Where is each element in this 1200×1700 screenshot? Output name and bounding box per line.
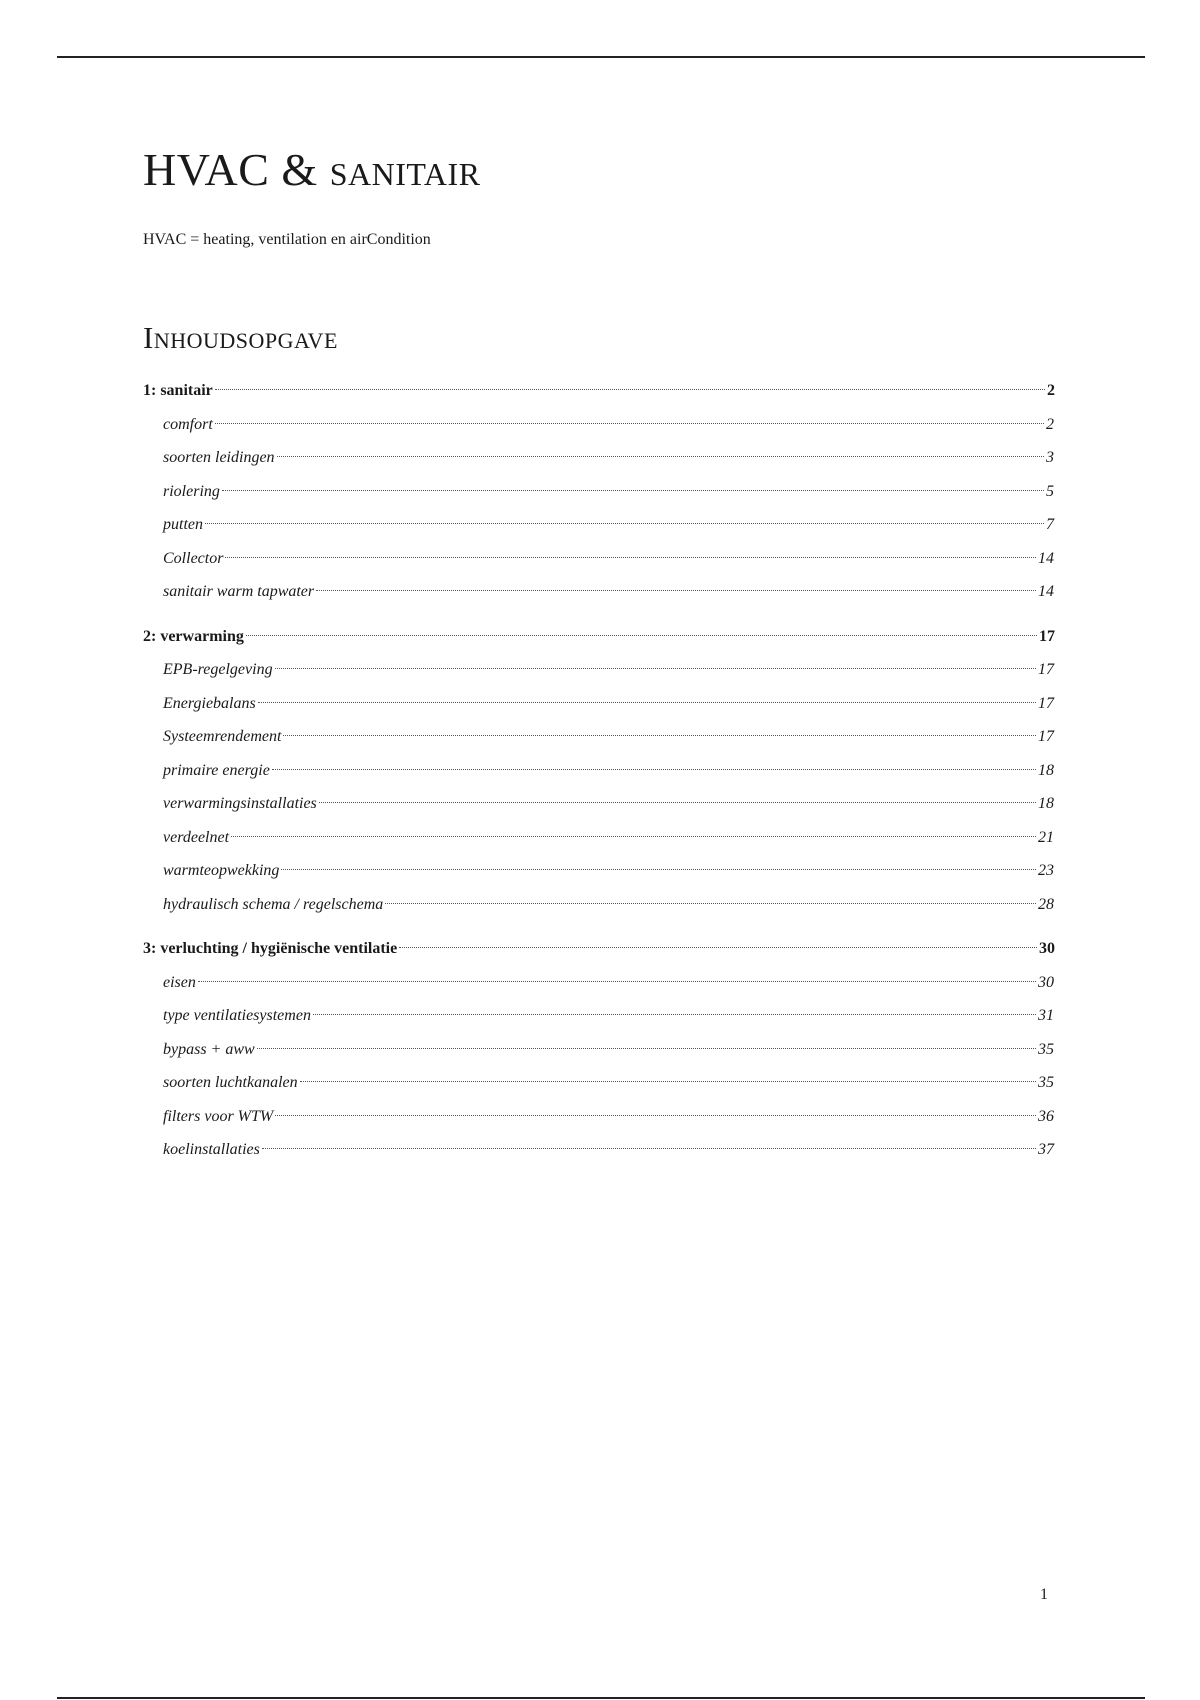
dot-leader bbox=[222, 490, 1044, 491]
header-rule bbox=[57, 56, 1145, 58]
toc-entry[interactable] bbox=[143, 966, 1054, 1000]
toc-entry[interactable] bbox=[143, 1100, 1054, 1134]
toc-chapter-label: 1: sanitair bbox=[143, 382, 213, 399]
table-of-contents bbox=[143, 374, 1055, 1167]
toc-entry-page: 37 bbox=[1038, 1141, 1054, 1158]
dot-leader bbox=[215, 389, 1045, 390]
toc-entry-page: 18 bbox=[1038, 761, 1054, 779]
toc-chapter-label: 2: verwarming bbox=[143, 627, 244, 645]
toc-heading: Inhoudsopgave bbox=[143, 320, 338, 355]
toc-entry[interactable] bbox=[143, 821, 1054, 855]
toc-section bbox=[143, 620, 1055, 922]
toc-entry-label: bypass + aww bbox=[163, 1040, 255, 1058]
toc-entry-page: 17 bbox=[1038, 728, 1054, 745]
toc-entry-page: 3 bbox=[1046, 449, 1054, 466]
dot-leader bbox=[262, 1148, 1036, 1149]
toc-entry[interactable] bbox=[143, 1033, 1054, 1067]
toc-entry-page: 17 bbox=[1038, 661, 1054, 678]
toc-entry-label: riolering bbox=[163, 482, 220, 500]
toc-entry[interactable] bbox=[143, 720, 1054, 754]
dot-leader bbox=[277, 456, 1044, 457]
page-number: 1 bbox=[1040, 1586, 1048, 1603]
toc-entry-label: Systeemrendement bbox=[163, 728, 282, 745]
toc-entry-label: type ventilatiesystemen bbox=[163, 1007, 311, 1024]
toc-chapter-page: 2 bbox=[1047, 382, 1055, 399]
toc-entry-label: verwarmingsinstallaties bbox=[163, 795, 317, 812]
dot-leader bbox=[281, 869, 1036, 870]
toc-entry[interactable] bbox=[143, 653, 1054, 687]
dot-leader bbox=[231, 836, 1036, 837]
toc-entry-page: 30 bbox=[1038, 973, 1054, 991]
toc-entry-label: koelinstallaties bbox=[163, 1141, 260, 1158]
toc-entry[interactable] bbox=[143, 787, 1054, 821]
page-content bbox=[143, 140, 1055, 1178]
toc-entry[interactable] bbox=[143, 408, 1054, 442]
dot-leader bbox=[205, 523, 1044, 524]
toc-entry[interactable] bbox=[143, 475, 1054, 509]
toc-chapter-label: 3: verluchting / hygiënische ventilatie bbox=[143, 940, 398, 957]
toc-entry-page: 17 bbox=[1038, 694, 1054, 712]
toc-section bbox=[143, 932, 1055, 1167]
dot-leader bbox=[272, 769, 1036, 770]
toc-entry[interactable] bbox=[143, 1066, 1054, 1100]
toc-entry-label: sanitair warm tapwater bbox=[163, 583, 315, 600]
toc-entry-page: 2 bbox=[1046, 415, 1054, 433]
toc-entry-label: warmteopwekking bbox=[163, 862, 280, 879]
dot-leader bbox=[399, 947, 1037, 948]
dot-leader bbox=[300, 1081, 1036, 1082]
toc-entry[interactable] bbox=[143, 575, 1054, 609]
toc-chapter[interactable] bbox=[143, 932, 1055, 966]
dot-leader bbox=[316, 590, 1036, 591]
dot-leader bbox=[313, 1014, 1036, 1015]
document-title bbox=[143, 140, 1055, 200]
dot-leader bbox=[385, 903, 1036, 904]
toc-entry[interactable] bbox=[143, 441, 1054, 475]
toc-entry-label: soorten luchtkanalen bbox=[163, 1074, 298, 1091]
toc-entry[interactable] bbox=[143, 754, 1054, 788]
toc-entry-page: 35 bbox=[1038, 1040, 1054, 1058]
toc-entry-page: 21 bbox=[1038, 828, 1054, 846]
dot-leader bbox=[275, 1115, 1036, 1116]
toc-entry-page: 14 bbox=[1038, 583, 1054, 600]
toc-chapter-page: 30 bbox=[1039, 940, 1055, 957]
toc-entry-page: 5 bbox=[1046, 482, 1054, 500]
toc-entry-label: hydraulisch schema / regelschema bbox=[163, 895, 384, 913]
toc-entry-page: 23 bbox=[1038, 862, 1054, 879]
toc-chapter-page: 17 bbox=[1039, 627, 1055, 645]
toc-entry[interactable] bbox=[143, 999, 1054, 1033]
toc-entry-label: Collector bbox=[163, 549, 224, 567]
document-subtitle: HVAC = heating, ventilation en airCondition bbox=[143, 231, 431, 248]
toc-entry-page: 35 bbox=[1038, 1074, 1054, 1091]
toc-entry[interactable] bbox=[143, 508, 1054, 542]
toc-entry-page: 28 bbox=[1038, 895, 1054, 913]
dot-leader bbox=[225, 557, 1036, 558]
dot-leader bbox=[283, 735, 1036, 736]
dot-leader bbox=[319, 802, 1036, 803]
toc-entry[interactable] bbox=[143, 542, 1054, 576]
toc-entry-page: 36 bbox=[1038, 1107, 1054, 1125]
toc-entry-label: verdeelnet bbox=[163, 828, 230, 846]
dot-leader bbox=[198, 981, 1036, 982]
toc-entry-label: soorten leidingen bbox=[163, 449, 275, 466]
dot-leader bbox=[275, 668, 1036, 669]
footer-rule bbox=[57, 1697, 1145, 1699]
toc-entry[interactable] bbox=[143, 1133, 1054, 1167]
toc-entry-label: filters voor WTW bbox=[163, 1107, 274, 1125]
document-title-rest: & sanitair bbox=[269, 144, 481, 195]
dot-leader bbox=[258, 702, 1036, 703]
toc-entry-label: putten bbox=[163, 516, 203, 533]
dot-leader bbox=[246, 635, 1037, 636]
dot-leader bbox=[215, 423, 1044, 424]
toc-chapter[interactable] bbox=[143, 620, 1055, 654]
document-title-prefix: HVAC bbox=[143, 144, 270, 195]
toc-entry-label: eisen bbox=[163, 973, 196, 991]
dot-leader bbox=[257, 1048, 1036, 1049]
toc-entry-label: Energiebalans bbox=[163, 694, 256, 712]
toc-section bbox=[143, 374, 1055, 609]
toc-entry[interactable] bbox=[143, 854, 1054, 888]
toc-entry-page: 18 bbox=[1038, 795, 1054, 812]
toc-entry-label: EPB-regelgeving bbox=[163, 661, 273, 678]
toc-entry[interactable] bbox=[143, 687, 1054, 721]
toc-entry-page: 7 bbox=[1046, 516, 1054, 533]
toc-entry-page: 14 bbox=[1038, 549, 1054, 567]
toc-entry-label: comfort bbox=[163, 415, 213, 433]
toc-chapter[interactable] bbox=[143, 374, 1055, 408]
toc-entry-label: primaire energie bbox=[163, 761, 270, 779]
toc-entry-page: 31 bbox=[1038, 1007, 1054, 1024]
toc-entry[interactable] bbox=[143, 888, 1054, 922]
